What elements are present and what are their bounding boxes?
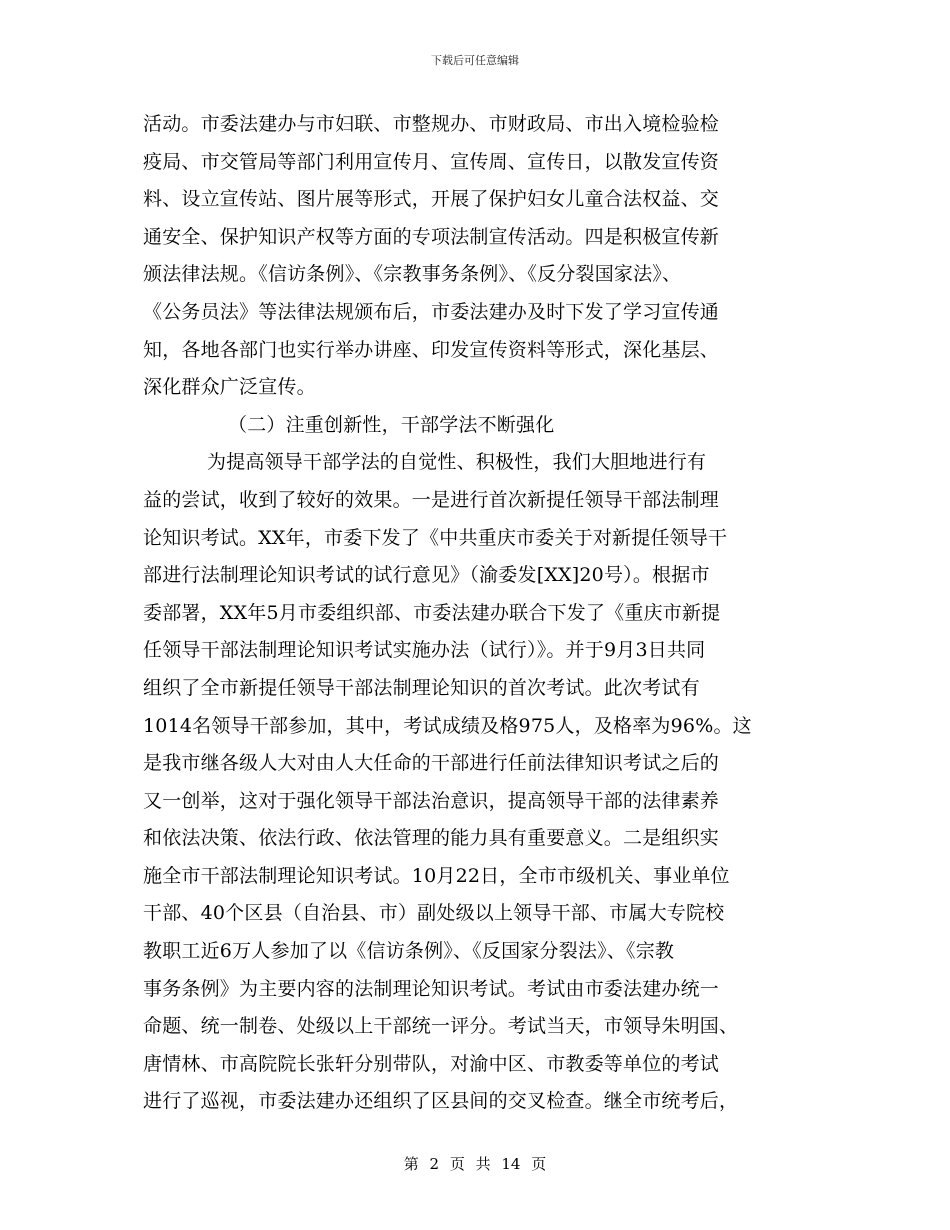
body-line: 事务条例》为主要内容的法制理论知识考试。考试由市委法建办统一 bbox=[143, 977, 720, 1000]
section-heading: （二）注重创新性，干部学法不断强化 bbox=[228, 413, 555, 436]
body-line: 是我市继各级人大对由人大任命的干部进行任前法律知识考试之后的 bbox=[143, 752, 720, 775]
body-line: 干部、40个区县（自治县、市）副处级以上领导干部、市属大专院校 bbox=[143, 902, 725, 925]
body-line: 论知识考试。XX年，市委下发了《中共重庆市委关于对新提任领导干 bbox=[143, 526, 728, 549]
body-line: 进行了巡视，市委法建办还组织了区县间的交叉检查。继全市统考后， bbox=[143, 1090, 739, 1113]
body-line: 命题、统一制卷、处级以上干部统一评分。考试当天，市领导朱明国、 bbox=[143, 1015, 739, 1038]
body-line: 疫局、市交管局等部门利用宣传月、宣传周、宣传日，以散发宣传资 bbox=[143, 150, 720, 173]
body-line: 益的尝试，收到了较好的效果。一是进行首次新提任领导干部法制理 bbox=[143, 488, 720, 511]
body-line: 1014名领导干部参加，其中，考试成绩及格975人，及格率为96%。这 bbox=[143, 714, 752, 737]
body-line: 施全市干部法制理论知识考试。10月22日，全市市级机关、事业单位 bbox=[143, 864, 730, 887]
document-body bbox=[143, 106, 813, 1121]
body-line: 教职工近6万人参加了以《信访条例》、《反国家分裂法》、《宗教 bbox=[143, 940, 675, 963]
body-line: 又一创举，这对于强化领导干部法治意识，提高领导干部的法律素养 bbox=[143, 789, 720, 812]
body-line: 组织了全市新提任领导干部法制理论知识的首次考试。此次考试有 bbox=[143, 676, 700, 699]
body-line: 任领导干部法制理论知识考试实施办法（试行）》。并于9月3日共同 bbox=[143, 639, 706, 662]
body-line: 料、设立宣传站、图片展等形式，开展了保护妇女儿童合法权益、交 bbox=[143, 188, 720, 211]
body-line: 唐情林、市高院院长张轩分别带队，对渝中区、市教委等单位的考试 bbox=[143, 1052, 720, 1075]
body-line: 颁法律法规。《信访条例》、《宗教事务条例》、《反分裂国家法》、 bbox=[143, 263, 682, 286]
page-header-note: 下载后可任意编辑 bbox=[431, 54, 519, 67]
body-line: 和依法决策、依法行政、依法管理的能力具有重要意义。二是组织实 bbox=[143, 827, 720, 850]
page-number: 第 2 页 共 14 页 bbox=[403, 1155, 547, 1173]
body-line: 《公务员法》等法律法规颁布后，市委法建办及时下发了学习宣传通 bbox=[143, 300, 720, 323]
body-line: 部进行法制理论知识考试的试行意见》（渝委发[XX]20号）。根据市 bbox=[143, 564, 710, 587]
body-line: 深化群众广泛宣传。 bbox=[143, 376, 316, 399]
body-line: 活动。市委法建办与市妇联、市整规办、市财政局、市出入境检验检 bbox=[143, 113, 720, 135]
body-line: 委部署，XX年5月市委组织部、市委法建办联合下发了《重庆市新提 bbox=[143, 601, 721, 624]
paragraph-first-line: 为提高领导干部学法的自觉性、积极性，我们大胆地进行有 bbox=[207, 451, 707, 474]
body-line: 通安全、保护知识产权等方面的专项法制宣传活动。四是积极宣传新 bbox=[143, 225, 720, 248]
body-line: 知，各地各部门也实行举办讲座、印发宣传资料等形式，深化基层、 bbox=[143, 338, 720, 361]
